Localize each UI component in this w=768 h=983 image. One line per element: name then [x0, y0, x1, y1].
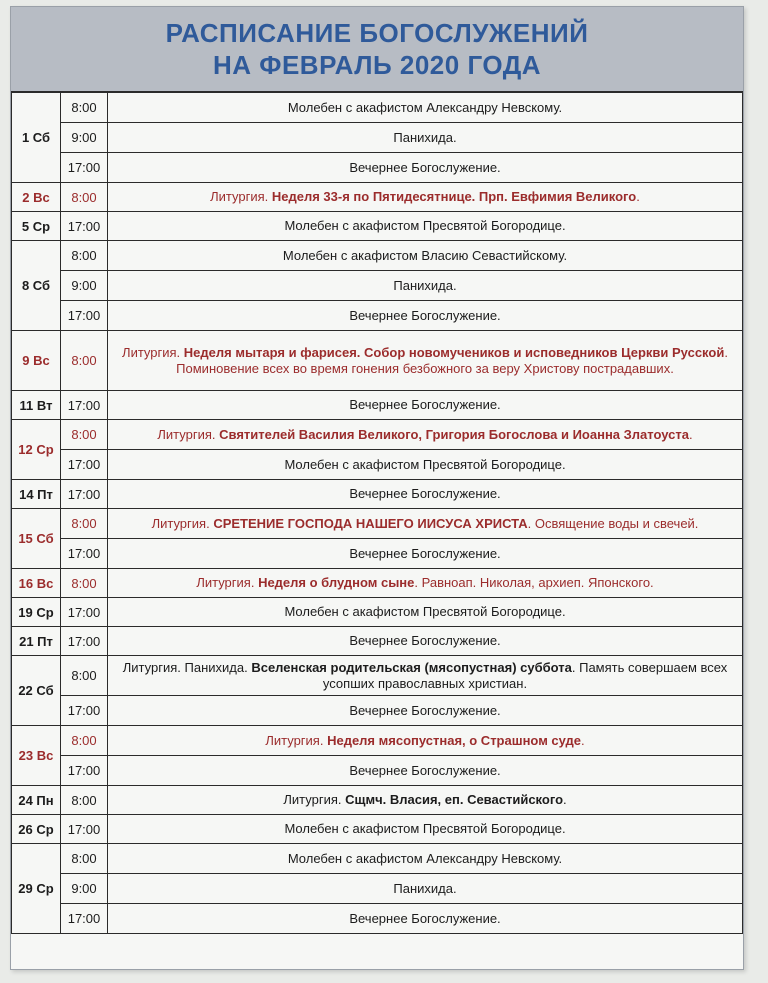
service-text: Вечернее Богослужение.: [349, 307, 501, 323]
service-cell: [108, 904, 743, 934]
day-cell: 11 Вт: [12, 391, 61, 420]
day-cell: 21 Пт: [12, 627, 61, 656]
service-highlight: Сщмч. Власия, еп. Севастийского: [345, 792, 564, 807]
schedule-row: [12, 420, 743, 450]
time-cell: 17:00: [61, 153, 108, 183]
service-cell: [108, 569, 743, 598]
title-line-2: НА ФЕВРАЛЬ 2020 ГОДА: [212, 50, 542, 80]
service-text: Молебен с акафистом Пресвятой Богородице.: [284, 604, 566, 619]
time-cell: 17:00: [61, 696, 108, 726]
time-cell: 8:00: [61, 183, 108, 212]
time-cell: 17:00: [61, 391, 108, 420]
service-highlight: Неделя 33-я по Пятидесятнице. Прп. Евфимия Великого: [271, 189, 637, 204]
service-text: Литургия.: [196, 575, 259, 590]
time-cell: 17:00: [61, 212, 108, 241]
schedule-table: [11, 92, 743, 934]
schedule-row: [12, 271, 743, 301]
time-cell: 9:00: [61, 123, 108, 153]
schedule-row: [12, 153, 743, 183]
schedule-row: [12, 627, 743, 656]
service-cell: [108, 153, 743, 183]
service-cell: [108, 241, 743, 271]
service-cell: [108, 301, 743, 331]
service-text: Литургия.: [122, 344, 184, 360]
schedule-row: [12, 756, 743, 786]
service-text: Литургия.: [265, 732, 328, 748]
schedule-row: [12, 656, 743, 696]
service-text: .: [563, 792, 567, 807]
service-cell: [108, 656, 743, 696]
schedule-row: [12, 696, 743, 726]
service-text: Молебен с акафистом Власию Севастийскому.: [282, 247, 568, 263]
service-cell: [108, 726, 743, 756]
title-line-1: РАСПИСАНИЕ БОГОСЛУЖЕНИЙ: [165, 18, 589, 48]
schedule-row: [12, 123, 743, 153]
time-cell: 8:00: [61, 331, 108, 391]
service-text: . Поминовение всех во время гонения безбожного за веру Христову пострадавших.: [176, 344, 728, 376]
service-highlight: Вселенская родительская (мясопустная) суббота: [251, 659, 572, 675]
service-text: Литургия. Панихида.: [122, 659, 252, 675]
day-cell: 26 Ср: [12, 815, 61, 844]
schedule-row: [12, 598, 743, 627]
schedule-row: [12, 874, 743, 904]
service-highlight: Неделя мясопустная, о Страшном суде: [327, 732, 582, 748]
service-cell: [108, 93, 743, 123]
service-cell: [108, 627, 743, 656]
time-cell: 17:00: [61, 598, 108, 627]
service-highlight: СРЕТЕНИЕ ГОСПОДА НАШЕГО ИИСУСА ХРИСТА: [213, 515, 528, 531]
day-cell: 15 Сб: [12, 509, 61, 569]
schedule-row: [12, 569, 743, 598]
day-cell: 12 Ср: [12, 420, 61, 480]
schedule-row: [12, 301, 743, 331]
schedule-row: [12, 726, 743, 756]
service-text: Молебен с акафистом Пресвятой Богородице.: [284, 456, 566, 472]
service-text: Панихида.: [393, 129, 457, 145]
service-cell: [108, 756, 743, 786]
schedule-row: [12, 815, 743, 844]
time-cell: 17:00: [61, 539, 108, 569]
service-text: . Равноап. Николая, архиеп. Японского.: [414, 575, 654, 590]
service-cell: [108, 391, 743, 420]
service-cell: [108, 420, 743, 450]
service-cell: [108, 786, 743, 815]
service-text: Литургия.: [151, 515, 214, 531]
service-cell: [108, 696, 743, 726]
service-text: Вечернее Богослужение.: [349, 486, 501, 501]
day-cell: 2 Вс: [12, 183, 61, 212]
day-cell: 9 Вс: [12, 331, 61, 391]
schedule-row: [12, 212, 743, 241]
schedule-row: [12, 93, 743, 123]
service-text: Панихида.: [393, 277, 457, 293]
service-text: .: [581, 732, 585, 748]
time-cell: 8:00: [61, 93, 108, 123]
service-text: Вечернее Богослужение.: [349, 397, 501, 412]
day-cell: 16 Вс: [12, 569, 61, 598]
time-cell: 17:00: [61, 301, 108, 331]
service-text: Литургия.: [157, 426, 220, 442]
service-text: Молебен с акафистом Александру Невскому.: [287, 850, 563, 866]
schedule-row: [12, 241, 743, 271]
service-text: Вечернее Богослужение.: [349, 702, 501, 718]
service-text: Литургия.: [283, 792, 346, 807]
service-text: Молебен с акафистом Александру Невскому.: [287, 99, 563, 115]
time-cell: 17:00: [61, 627, 108, 656]
day-cell: 19 Ср: [12, 598, 61, 627]
time-cell: 9:00: [61, 271, 108, 301]
schedule-row: [12, 844, 743, 874]
schedule-row: [12, 509, 743, 539]
service-text: Панихида.: [393, 880, 457, 896]
service-cell: [108, 331, 743, 391]
time-cell: 8:00: [61, 420, 108, 450]
service-cell: [108, 212, 743, 241]
schedule-sheet: [10, 6, 744, 970]
service-text: .: [688, 426, 693, 442]
time-cell: 17:00: [61, 480, 108, 509]
service-cell: [108, 480, 743, 509]
service-cell: [108, 815, 743, 844]
schedule-row: [12, 331, 743, 391]
service-cell: [108, 509, 743, 539]
service-cell: [108, 450, 743, 480]
day-cell: 8 Сб: [12, 241, 61, 331]
service-cell: [108, 271, 743, 301]
service-highlight: Святителей Василия Великого, Григория Богослова и Иоанна Златоуста: [219, 426, 689, 442]
service-highlight: Неделя о блудном сыне: [258, 575, 415, 590]
day-cell: 24 Пн: [12, 786, 61, 815]
day-cell: 14 Пт: [12, 480, 61, 509]
schedule-row: [12, 450, 743, 480]
time-cell: 17:00: [61, 450, 108, 480]
day-cell: 23 Вс: [12, 726, 61, 786]
service-text: Вечернее Богослужение.: [349, 762, 501, 778]
service-cell: [108, 598, 743, 627]
service-cell: [108, 844, 743, 874]
service-text: Вечернее Богослужение.: [349, 545, 501, 561]
service-text: .: [636, 189, 640, 204]
service-text: Литургия.: [210, 189, 272, 204]
schedule-row: [12, 904, 743, 934]
time-cell: 8:00: [61, 726, 108, 756]
time-cell: 17:00: [61, 904, 108, 934]
day-cell: 22 Сб: [12, 656, 61, 726]
schedule-row: [12, 391, 743, 420]
schedule-header: [11, 7, 743, 92]
time-cell: 8:00: [61, 786, 108, 815]
schedule-row: [12, 786, 743, 815]
time-cell: 8:00: [61, 844, 108, 874]
day-cell: 29 Ср: [12, 844, 61, 934]
time-cell: 8:00: [61, 656, 108, 696]
time-cell: 17:00: [61, 756, 108, 786]
service-cell: [108, 539, 743, 569]
service-text: . Освящение воды и свечей.: [527, 515, 699, 531]
schedule-row: [12, 539, 743, 569]
time-cell: 17:00: [61, 815, 108, 844]
service-text: . Память совершаем всех усопших православных христиан.: [322, 659, 728, 691]
service-text: Молебен с акафистом Пресвятой Богородице.: [284, 821, 566, 836]
service-cell: [108, 123, 743, 153]
service-highlight: Неделя мытаря и фарисея. Собор новомучеников и исповедников Церкви Русской: [183, 344, 725, 360]
service-text: Вечернее Богослужение.: [349, 633, 501, 648]
service-text: Вечернее Богослужение.: [349, 159, 501, 175]
service-cell: [108, 183, 743, 212]
time-cell: 8:00: [61, 509, 108, 539]
service-text: Молебен с акафистом Пресвятой Богородице.: [284, 218, 566, 233]
service-cell: [108, 874, 743, 904]
day-cell: 1 Сб: [12, 93, 61, 183]
time-cell: 9:00: [61, 874, 108, 904]
time-cell: 8:00: [61, 569, 108, 598]
schedule-row: [12, 183, 743, 212]
service-text: Вечернее Богослужение.: [349, 910, 501, 926]
schedule-row: [12, 480, 743, 509]
time-cell: 8:00: [61, 241, 108, 271]
day-cell: 5 Ср: [12, 212, 61, 241]
